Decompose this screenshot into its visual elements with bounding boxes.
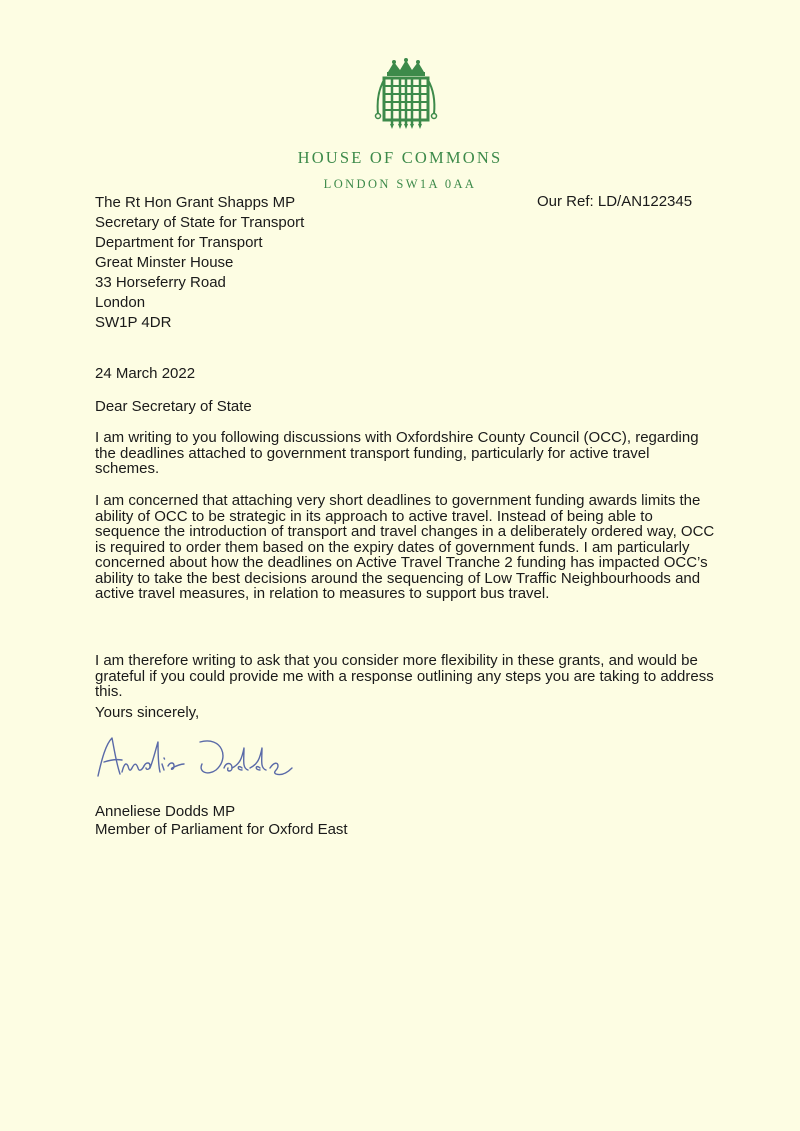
- body-paragraph: I am therefore writing to ask that you consider more flexibility in these grants, and would be grateful if you could provide me with a response outlining any steps you are taking to address this.: [95, 652, 714, 700]
- letterhead-address: LONDON SW1A 0AA: [323, 177, 477, 191]
- body-paragraph: I am concerned that attaching very short deadlines to government funding awards limits the ability of OCC to be strategic in its approach to active travel. Instead of being able to sequence the introduction of transport and travel changes in a deliberately ordered way, OCC is required to order them based on the expiry dates of government funds. I am particularly concerned about how the deadlines on Active Travel Tranche 2 funding has impacted OCC’s ability to take the best decisions around the sequencing of Low Traffic Neighbourhoods and active travel measures, in relation to measures to support bus travel.: [95, 492, 715, 602]
- recipient-line: SW1P 4DR: [95, 314, 172, 331]
- letterhead-name: HOUSE OF COMMONS: [297, 148, 503, 167]
- recipient-line: London: [95, 294, 146, 311]
- recipient-address: [95, 193, 304, 333]
- recipient-line: Secretary of State for Transport: [95, 214, 305, 231]
- recipient-line: 33 Horseferry Road: [95, 274, 226, 291]
- body-paragraph: I am writing to you following discussions with Oxfordshire County Council (OCC), regarding the deadlines attached to government transport funding, particularly for active travel schemes.: [95, 429, 699, 477]
- letter-date: 24 March 2022: [95, 365, 196, 382]
- sender-name: Anneliese Dodds MP: [95, 803, 236, 820]
- portcullis-crest-icon: [374, 58, 438, 130]
- reference-number: Our Ref: LD/AN122345: [537, 193, 693, 210]
- salutation: Dear Secretary of State: [95, 398, 252, 415]
- recipient-line: The Rt Hon Grant Shapps MP: [95, 194, 296, 211]
- closing: Yours sincerely,: [95, 704, 200, 721]
- sender-title: Member of Parliament for Oxford East: [95, 821, 348, 838]
- sender-signature-block: [95, 803, 348, 839]
- handwritten-signature: [92, 728, 312, 788]
- recipient-line: Department for Transport: [95, 234, 263, 251]
- recipient-line: Great Minster House: [95, 254, 234, 271]
